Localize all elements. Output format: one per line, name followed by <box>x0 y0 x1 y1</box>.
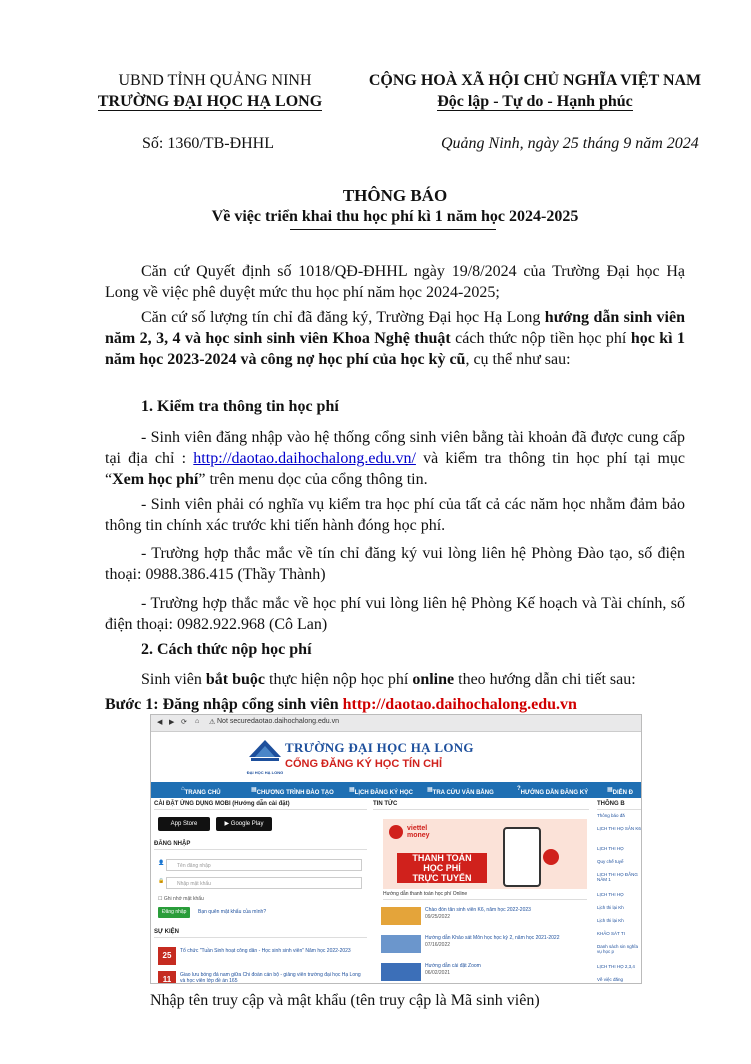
nav-home-label: TRANG CHỦ <box>184 790 221 796</box>
coin-icon <box>543 849 559 865</box>
nav-guide-label: HƯỚNG DẪN ĐĂNG KÝ <box>520 790 589 796</box>
paragraph-3 <box>105 669 685 690</box>
remember-label: Ghi nhớ mật khẩu <box>163 896 204 902</box>
news-banner[interactable] <box>383 819 587 889</box>
back-icon: ◀ <box>157 719 163 726</box>
nav-diploma-label: TRA CỨU VĂN BẰNG <box>432 790 494 796</box>
login-heading: ĐĂNG NHẬP <box>154 841 367 850</box>
issuer-line2 <box>85 91 335 112</box>
event-2-link[interactable]: Giao lưu bóng đá nam giữa Chi đoàn cán bộ - giảng viên trường đại học Hạ Long và học viên lớp đề án 165 <box>180 972 361 984</box>
bullet-1 <box>105 427 685 490</box>
news-1-thumb <box>381 907 421 925</box>
nav-programs[interactable]: ▦ CHƯƠNG TRÌNH ĐÀO TẠO <box>251 787 334 796</box>
forgot-password-link[interactable]: Bạn quên mật khẩu của mình? <box>198 909 267 915</box>
paragraph-1: Căn cứ Quyết định số 1018/QĐ-ĐHHL ngày 19/8/2024 của Trường Đại học Hạ Long về việc phê duyệt mức thu học phí năm học 2024-2025; <box>105 263 685 301</box>
portal-link[interactable]: http://daotao.daihochalong.edu.vn/ <box>193 450 416 467</box>
app-store-label: App Store <box>170 821 198 827</box>
nav-schedule-label: LỊCH ĐĂNG KÝ HỌC <box>354 790 414 796</box>
bullet-2: - Sinh viên phải có nghĩa vụ kiểm tra học phí của tất cả các năm học nhằm đảm bảo thông tin chính xác trước khi tiến hành đóng học phí. <box>105 496 685 534</box>
notice-link[interactable]: Danh sách sin nghĩa vụ học p <box>597 944 639 954</box>
news-1-date: 09/25/2022 <box>425 914 451 920</box>
p3-text-e: theo hướng dẫn chi tiết sau: <box>454 671 636 688</box>
banner-brand: viettel money <box>407 825 430 839</box>
divider <box>383 899 587 900</box>
news-2-title[interactable]: Hướng dẫn Khảo sát Môn học học kỳ 2, năm học 2021-2022 <box>425 935 560 941</box>
app-heading: CÀI ĐẶT ỨNG DỤNG MOBI (Hướng dẫn cài đặt) <box>154 801 367 810</box>
b1-text-b: và kiểm tra thông tin học phí tại mục “ <box>105 450 686 488</box>
app-store-button[interactable] <box>158 817 210 831</box>
site-title: TRƯỜNG ĐẠI HỌC HẠ LONG <box>285 740 474 755</box>
nav-schedule[interactable]: ▦ LỊCH ĐĂNG KÝ HỌC <box>349 787 414 796</box>
url-text[interactable]: daotao.daihochalong.edu.vn <box>251 718 339 725</box>
event-2-date: 11 <box>158 971 176 984</box>
bullet-3: - Trường hợp thắc mắc về tín chỉ đăng ký vui lòng liên hệ Phòng Đào tạo, số điện thoại: 0988.386.415 (Thầy Thành) <box>105 545 685 583</box>
p3-text-a: Sinh viên <box>141 671 206 688</box>
not-secure-label: Not secure <box>217 718 251 725</box>
notice-link[interactable]: LỊCH THI HỌ 2,3,4 <box>597 964 635 969</box>
banner-line3: TRỰC TUYẾN <box>412 873 472 883</box>
warning-icon: ⚠ <box>209 719 216 726</box>
nav-programs-label: CHƯƠNG TRÌNH ĐÀO TẠO <box>256 790 334 796</box>
news-column <box>373 801 589 983</box>
notice-link[interactable]: Về việc đăng <box>597 977 624 982</box>
home-icon: ⌂ <box>195 718 200 725</box>
nav-forum[interactable]: ▦ DIỄN Đ <box>607 787 634 796</box>
banner-line2: HỌC PHÍ <box>423 863 461 873</box>
left-column <box>154 801 367 983</box>
event-1-date: 25 <box>158 947 176 965</box>
p2-text-c: cách thức nộp tiền học phí <box>450 330 631 347</box>
p2-bold-b: hướng dẫn sinh viên năm 2, 3, 4 và học sinh sinh viên Khoa Nghệ thuật <box>105 309 686 347</box>
logo-caption: ĐẠI HỌC HẠ LONG <box>246 770 284 775</box>
events-heading: SỰ KIỆN <box>154 929 367 938</box>
nav-guide[interactable]: ? HƯỚNG DẪN ĐĂNG KÝ <box>517 786 589 796</box>
news-3-thumb <box>381 963 421 981</box>
notice-link[interactable]: Thông báo đă <box>597 813 625 818</box>
page-title: THÔNG BÁO <box>342 186 448 205</box>
site-nav <box>151 782 641 798</box>
site-subtitle: CỔNG ĐĂNG KÝ HỌC TÍN CHỈ <box>285 758 443 770</box>
notice-link[interactable]: KHẢO SÁT TI <box>597 931 625 936</box>
heading-2: 2. Cách thức nộp học phí <box>141 641 312 658</box>
step1-label: Bước 1: Đăng nhập cổng sinh viên <box>105 696 343 713</box>
notice-link[interactable]: LỊCH THI HỌ SẢN K6 <box>597 826 641 831</box>
notice-link[interactable]: LỊCH THI HỌ <box>597 892 624 897</box>
remember-checkbox[interactable]: ☐ Ghi nhớ mật khẩu <box>158 896 204 902</box>
screenshot-caption: Nhập tên truy cập và mật khẩu (tên truy cập là Mã sinh viên) <box>150 992 540 1009</box>
b1-text-c: ” trên menu dọc của cổng thông tin. <box>198 471 428 488</box>
nav-forum-label: DIỄN Đ <box>612 790 634 796</box>
portal-screenshot <box>150 714 642 984</box>
b1-bold: Xem học phí <box>112 471 199 488</box>
event-1-link[interactable]: Tổ chức "Tuần Sinh hoạt công dân - Học sinh sinh viên" Năm học 2022-2023 <box>180 948 351 954</box>
username-input[interactable]: Tên đăng nhập <box>166 859 362 871</box>
national-motto <box>350 91 720 112</box>
reload-icon: ⟳ <box>181 719 187 726</box>
notice-column <box>597 801 641 983</box>
notice-link[interactable]: LỊCH THI HỌ <box>597 846 624 851</box>
motto-text: Độc lập - Tự do - Hạnh phúc <box>437 93 633 110</box>
browser-bar <box>151 715 641 732</box>
paragraph-2 <box>105 307 685 370</box>
notice-heading: THÔNG B <box>597 801 641 810</box>
news-3-date: 06/02/2021 <box>425 970 451 976</box>
notice-link[interactable]: Lịch thi lại Kh <box>597 905 624 910</box>
google-play-label: Google Play <box>230 821 264 827</box>
issuer-name: TRƯỜNG ĐẠI HỌC HẠ LONG <box>97 93 323 110</box>
page-subtitle: Về việc triển khai thu học phí kì 1 năm học 2024-2025 <box>211 208 579 225</box>
banner-headline <box>397 853 487 883</box>
issuer-line1: UBND TỈNH QUẢNG NINH <box>118 72 312 89</box>
document-date: Quảng Ninh, ngày 25 tháng 9 năm 2024 <box>441 135 699 152</box>
p3-bold-d: online <box>412 671 455 688</box>
nav-home[interactable]: ⌂ TRANG CHỦ <box>181 786 221 796</box>
google-play-button[interactable]: ▶ Google Play <box>216 817 272 831</box>
p3-text-c: thực hiện nộp học phí <box>265 671 413 688</box>
step-1 <box>105 696 577 714</box>
banner-line1: THANH TOÁN <box>412 853 472 863</box>
national-title: CỘNG HOÀ XÃ HỘI CHỦ NGHĨA VIỆT NAM <box>368 72 702 89</box>
step1-link[interactable]: http://daotao.daihochalong.edu.vn <box>342 696 577 713</box>
lock-icon: 🔒 <box>158 878 165 884</box>
notice-link[interactable]: Quy chế tuyể <box>597 859 624 864</box>
p2-text-e: , cụ thể như sau: <box>465 351 571 368</box>
password-input[interactable]: Nhập mật khẩu <box>166 877 362 889</box>
site-header <box>151 732 641 782</box>
banner-caption[interactable]: Hướng dẫn thanh toán học phí Online <box>383 891 468 897</box>
notice-link[interactable]: Lịch thi lại Kh <box>597 918 624 923</box>
phone-icon <box>503 827 541 887</box>
title-underline <box>290 229 496 230</box>
b1-text-a: - Sinh viên đăng nhập vào hệ thống cổng sinh viên bằng tài khoản đã được cung cấp tại địa chỉ : <box>105 429 685 467</box>
p2-text-a: Căn cứ số lượng tín chỉ đã đăng ký, Trường Đại học Hạ Long <box>141 309 545 326</box>
notice-link[interactable]: LỊCH THI HỌ ĐẲNG NĂM 1 <box>597 872 638 882</box>
heading-1: 1. Kiểm tra thông tin học phí <box>141 398 339 415</box>
login-button[interactable]: Đăng nhập <box>158 907 190 918</box>
forward-icon: ▶ <box>169 719 175 726</box>
news-3-title[interactable]: Hướng dẫn cài đặt Zoom <box>425 963 481 969</box>
viettel-logo-icon <box>389 825 403 839</box>
user-icon: 👤 <box>158 860 165 866</box>
news-2-date: 07/16/2022 <box>425 942 451 948</box>
document-number: Số: 1360/TB-ĐHHL <box>142 135 274 152</box>
nav-diploma[interactable]: ▦ TRA CỨU VĂN BẰNG <box>427 787 494 796</box>
bullet-4: - Trường hợp thắc mắc về học phí vui lòng liên hệ Phòng Kế hoạch và Tài chính, số điện thoại: 0982.922.968 (Cô Lan) <box>105 595 685 633</box>
news-1-title[interactable]: Chào đón tân sinh viên K6, năm học 2022-2023 <box>425 907 531 913</box>
news-heading: TIN TỨC <box>373 801 589 810</box>
p2-bold-d: học kì 1 năm học 2023-2024 và công nợ học phí của học kỳ cũ <box>105 330 686 368</box>
news-2-thumb <box>381 935 421 953</box>
p3-bold-b: bắt buộc <box>205 671 266 688</box>
